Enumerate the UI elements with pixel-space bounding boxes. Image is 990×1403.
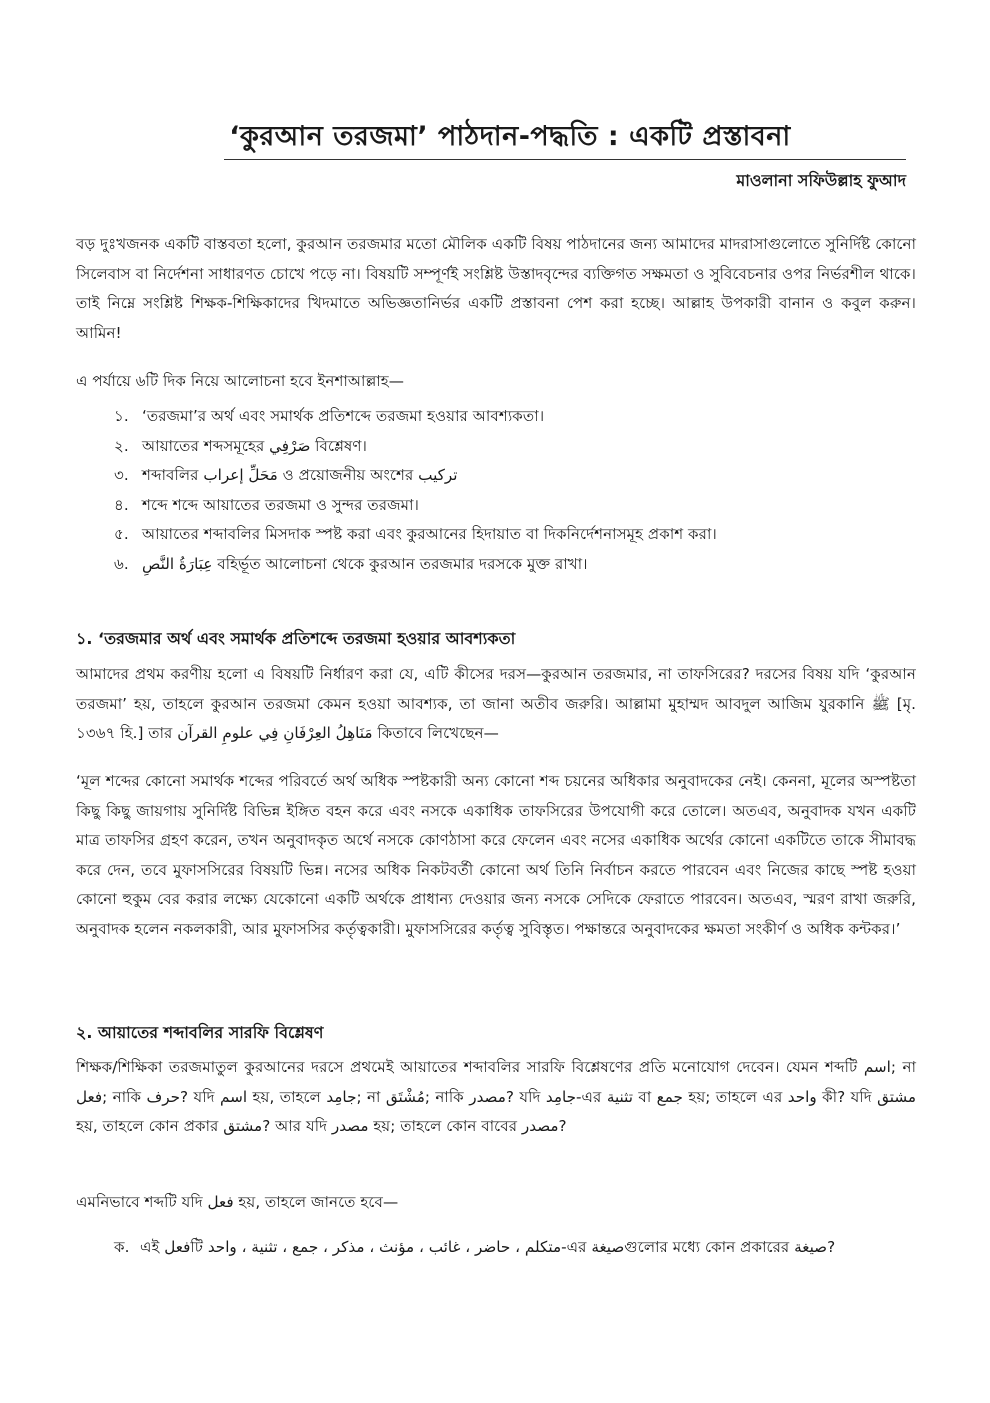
- list-item-text: আয়াতের শব্দাবলির মিসদাক স্পষ্ট করা এবং কুরআনের হিদায়াত বা দিকনির্দেশনাসমূহ প্রকাশ করা।: [142, 525, 717, 543]
- list-item-text: عِبَارَةُ النَّصِ বহির্ভূত আলোচনা থেকে কুরআন তরজমার দরসকে মুক্ত রাখা।: [142, 554, 588, 573]
- article-title: ‘কুরআন তরজমা’ পাঠদান-পদ্ধতি : একটি প্রস্তাবনা: [229, 121, 791, 152]
- author-name: মাওলানা সফিউল্লাহ ফুআদ: [736, 171, 906, 190]
- intro-paragraph: বড় দুঃখজনক একটি বাস্তবতা হলো, কুরআন তরজমার মতো মৌলিক একটি বিষয় পাঠদানের জন্য আমাদের মাদরাসাগুলোতে সুনির্দিষ্ট কোনো সিলেবাস বা নির্দেশনা সাধারণত চোখে পড়ে না। বিষয়টি সম্পূর্ণই সংশ্লিষ্ট উস্তাদবৃন্দের ব্যক্তিগত সক্ষমতা ও সুবিবেচনার ওপর নির্ভরশীল থাকে। তাই নিম্নে সংশ্লিষ্ট শিক্ষক-শিক্ষিকাদের খিদমাতে অভিজ্ঞতানির্ভর একটি প্রস্তাবনা পেশ করা হচ্ছে। আল্লাহ উপকারী বানান ও কবুল করুন। আমিন!: [76, 235, 916, 342]
- section2-paragraph-2: এমনিভাবে শব্দটি যদি فعل হয়, তাহলে জানতে হবে—: [76, 1193, 399, 1211]
- points-list: [114, 402, 914, 579]
- list-item-text: শব্দাবলির مَحَلِّ إعراب ও প্রয়োজনীয় অংশের ترکیب: [142, 466, 458, 484]
- list-item: [114, 461, 914, 491]
- list-item: [114, 402, 914, 432]
- list-item-number: ২.: [114, 436, 129, 455]
- points-intro: এ পর্যায়ে ৬টি দিক নিয়ে আলোচনা হবে ইনশাআল্লাহ—: [76, 372, 404, 390]
- sub-list-text: এই فعلটি متكلم ، حاضر ، غائب ، مؤنث ، مذكر ، جمع ، تثنية ، واحد-এর صيغةগুলোর মধ্যে কোন প্রকারের صيغة?: [140, 1238, 836, 1256]
- sub-list-item: [114, 1233, 919, 1263]
- list-item-number: ৫.: [114, 525, 129, 543]
- list-item-text: ‘তরজমা’র অর্থ এবং সমার্থক প্রতিশব্দে তরজমা হওয়ার আবশ্যকতা।: [142, 407, 545, 425]
- section2-paragraph: শিক্ষক/শিক্ষিকা তরজমাতুল কুরআনের দরসে প্রথমেই আয়াতের শব্দাবলির সারফি বিশ্লেষণের প্রতি মনোযোগ দেবেন। যেমন শব্দটি اسم; না فعل; নাকি حرف? যদি اسم হয়, তাহলে جامِد; না مُشْتَق; নাকি مصدر? যদি جامِد-এর تثنية বা جمع হয়; তাহলে এর واحد কী? যদি مشتق হয়, তাহলে কোন প্রকার مشتق? আর যদি مصدر হয়; তাহলে কোন বাবের مصدر?: [76, 1058, 917, 1135]
- list-item-number: ৩.: [114, 466, 129, 484]
- section1-paragraph: আমাদের প্রথম করণীয় হলো এ বিষয়টি নির্ধারণ করা যে, এটি কীসের দরস—কুরআন তরজমার, না তাফসিরের? দরসের বিষয় যদি ‘কুরআন তরজমা’ হয়, তাহলে কুরআন তরজমা কেমন হওয়া আবশ্যক, তা জানা অতীব জরুরি। আল্লামা মুহাম্মদ আবদুল আজিম যুরকানি ﷺ [মৃ. ১৩৬৭ হি.] তার مَنَاهِلُ العِرْفَانِ فِي علومِ القرآن কিতাবে লিখেছেন—: [76, 665, 916, 742]
- list-item: [114, 550, 914, 580]
- list-item-number: ৪.: [114, 495, 129, 514]
- list-item: [114, 432, 914, 462]
- sub-list-marker: ক.: [114, 1238, 130, 1256]
- list-item-text: আয়াতের শব্দসমূহের صَرْفِي বিশ্লেষণ।: [142, 436, 367, 455]
- list-item: [114, 520, 914, 550]
- title-underline: [224, 159, 906, 160]
- list-item-number: ৬.: [114, 554, 129, 573]
- list-item-text: শব্দে শব্দে আয়াতের তরজমা ও সুন্দর তরজমা।: [142, 495, 419, 514]
- list-item: [114, 491, 914, 521]
- section2-heading: ২. আয়াতের শব্দাবলির সারফি বিশ্লেষণ: [76, 1023, 324, 1042]
- list-item-number: ১.: [114, 407, 129, 425]
- section1-quote: ‘মূল শব্দের কোনো সমার্থক শব্দের পরিবর্তে অর্থ অধিক স্পষ্টকারী অন্য কোনো শব্দ চয়নের অধিকার অনুবাদকের নেই। কেননা, মূলের অস্পষ্টতা কিছু কিছু জায়গায় সুনির্দিষ্ট বিভিন্ন ইঙ্গিত বহন করে এবং নসকে একাধিক তাফসিরের উপযোগী করে তোলে। অতএব, অনুবাদক যখন একটি মাত্র তাফসির গ্রহণ করেন, তখন অনুবাদকৃত অর্থে নসকে কোণঠাসা করে ফেলেন এবং নসের একাধিক অর্থের কোনো একটিতে তাকে সীমাবদ্ধ করে দেন, তবে মুফাসসিরের বিষয়টি ভিন্ন। নসের অধিক নিকটবর্তী কোনো অর্থ তিনি নির্বাচন করতে পারবেন এবং নিজের কাছে স্পষ্ট হওয়া কোনো হুকুম বের করার লক্ষ্যে যেকোনো একটি অর্থকে প্রাধান্য দেওয়ার জন্য নসকে সেদিকে ফেরাতে পারবেন। অতএব, স্মরণ রাখা জরুরি, অনুবাদক হলেন নকলকারী, আর মুফাসসির কর্তৃত্বকারী। মুফাসসিরের কর্তৃত্ব সুবিস্তৃত। পক্ষান্তরে অনুবাদকের ক্ষমতা সংকীর্ণ ও অধিক কন্টকর।’: [76, 772, 916, 938]
- section1-heading: ১. ‘তরজমার অর্থ এবং সমার্থক প্রতিশব্দে তরজমা হওয়ার আবশ্যকতা: [76, 629, 516, 648]
